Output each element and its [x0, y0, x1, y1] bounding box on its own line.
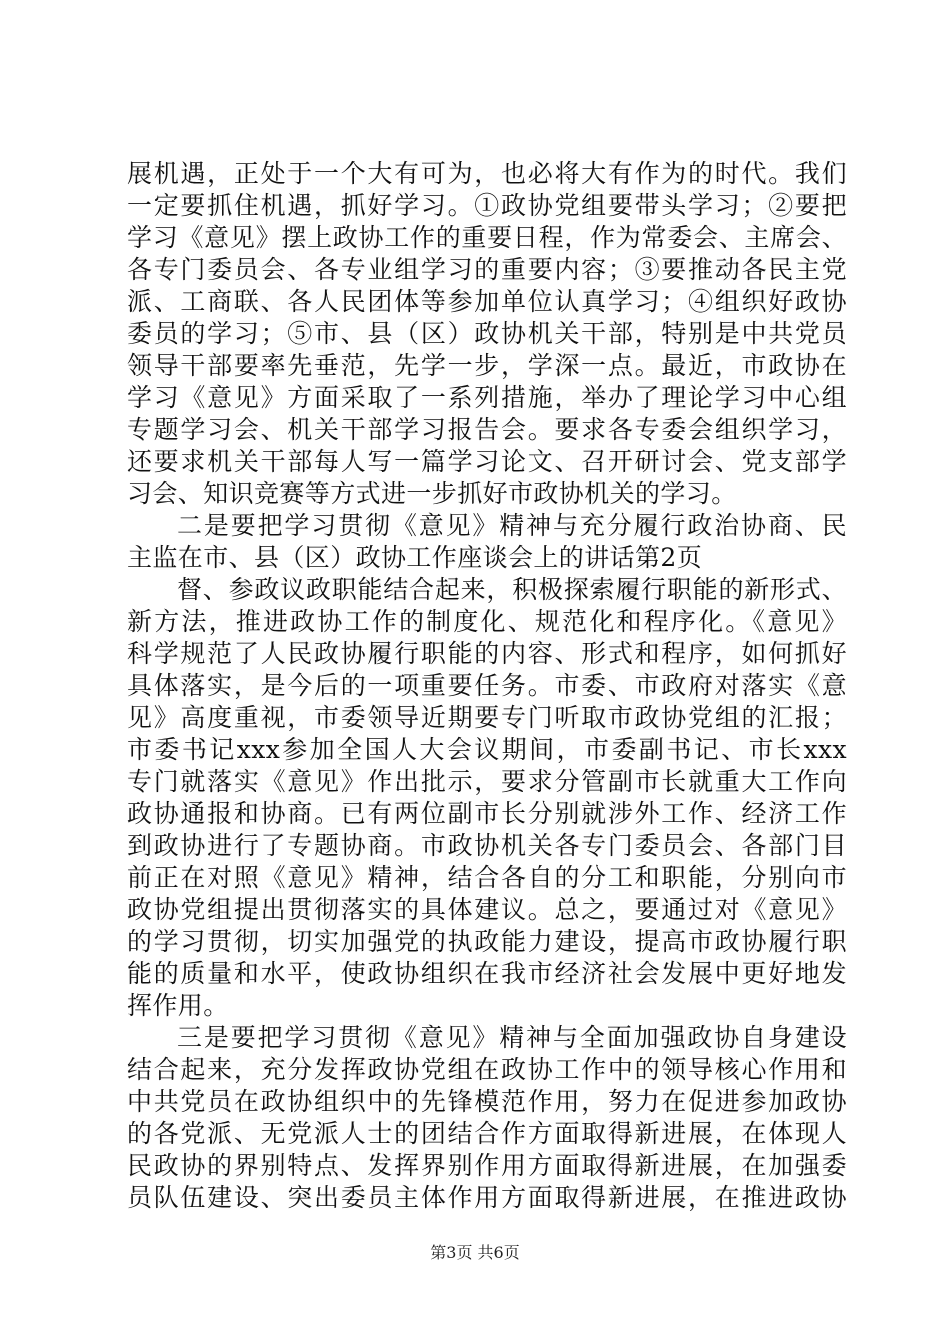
text-line: 具体落实，是今后的一项重要任务。市委、市政府对落实《意 [127, 671, 847, 700]
text-line: 能的质量和水平，使政协组织在我市经济社会发展中更好地发 [127, 959, 847, 988]
text-line: 市委书记xxx参加全国人大会议期间，市委副书记、市长xxx [127, 735, 847, 764]
text-line: 的学习贯彻，切实加强党的执政能力建设，提高市政协履行职 [127, 927, 847, 956]
text-line: 主监在市、县（区）政协工作座谈会上的讲话第2页 [127, 543, 703, 572]
text-line: 新方法，推进政协工作的制度化、规范化和程序化。《意见》 [127, 607, 847, 636]
text-line: 各专门委员会、各专业组学习的重要内容；③要推动各民主党 [127, 255, 847, 284]
text-line: 学习《意见》方面采取了一系列措施，举办了理论学习中心组 [127, 383, 847, 412]
text-line: 专门就落实《意见》作出批示，要求分管副市长就重大工作向 [127, 767, 847, 796]
text-line: 委员的学习；⑤市、县（区）政协机关干部，特别是中共党员 [127, 319, 847, 348]
text-line: 民政协的界别特点、发挥界别作用方面取得新进展，在加强委 [127, 1151, 847, 1180]
text-line: 三是要把学习贯彻《意见》精神与全面加强政协自身建设 [177, 1023, 847, 1052]
text-line: 还要求机关干部每人写一篇学习论文、召开研讨会、党支部学 [127, 447, 847, 476]
text-line: 中共党员在政协组织中的先锋模范作用，努力在促进参加政协 [127, 1087, 847, 1116]
text-line: 结合起来，充分发挥政协党组在政协工作中的领导核心作用和 [127, 1055, 847, 1084]
page-footer: 第3页 共6页 [430, 1243, 520, 1262]
text-line: 领导干部要率先垂范，先学一步，学深一点。最近，市政协在 [127, 351, 847, 380]
text-line: 科学规范了人民政协履行职能的内容、形式和程序，如何抓好 [127, 639, 847, 668]
text-line: 学习《意见》摆上政协工作的重要日程，作为常委会、主席会、 [127, 223, 847, 252]
text-line: 一定要抓住机遇，抓好学习。①政协党组要带头学习；②要把 [127, 191, 847, 220]
text-line: 见》高度重视，市委领导近期要专门听取市政协党组的汇报； [127, 703, 847, 732]
text-line: 的各党派、无党派人士的团结合作方面取得新进展，在体现人 [127, 1119, 847, 1148]
document-body [127, 158, 847, 1214]
text-line: 挥作用。 [127, 991, 229, 1020]
text-line: 展机遇，正处于一个大有可为，也必将大有作为的时代。我们 [127, 159, 847, 188]
text-line: 前正在对照《意见》精神，结合各自的分工和职能，分别向市 [127, 863, 847, 892]
text-line: 政协通报和协商。已有两位副市长分别就涉外工作、经济工作 [127, 799, 847, 828]
text-line: 员队伍建设、突出委员主体作用方面取得新进展，在推进政协 [127, 1183, 847, 1212]
text-line: 二是要把学习贯彻《意见》精神与充分履行政治协商、民 [177, 511, 847, 540]
text-line: 专题学习会、机关干部学习报告会。要求各专委会组织学习， [127, 415, 847, 444]
text-line: 习会、知识竞赛等方式进一步抓好市政协机关的学习。 [127, 479, 737, 508]
text-line: 督、参政议政职能结合起来，积极探索履行职能的新形式、 [177, 575, 847, 604]
text-line: 派、工商联、各人民团体等参加单位认真学习；④组织好政协 [127, 287, 847, 316]
text-line: 到政协进行了专题协商。市政协机关各专门委员会、各部门目 [127, 831, 847, 860]
text-line: 政协党组提出贯彻落实的具体建议。总之，要通过对《意见》 [127, 895, 847, 924]
